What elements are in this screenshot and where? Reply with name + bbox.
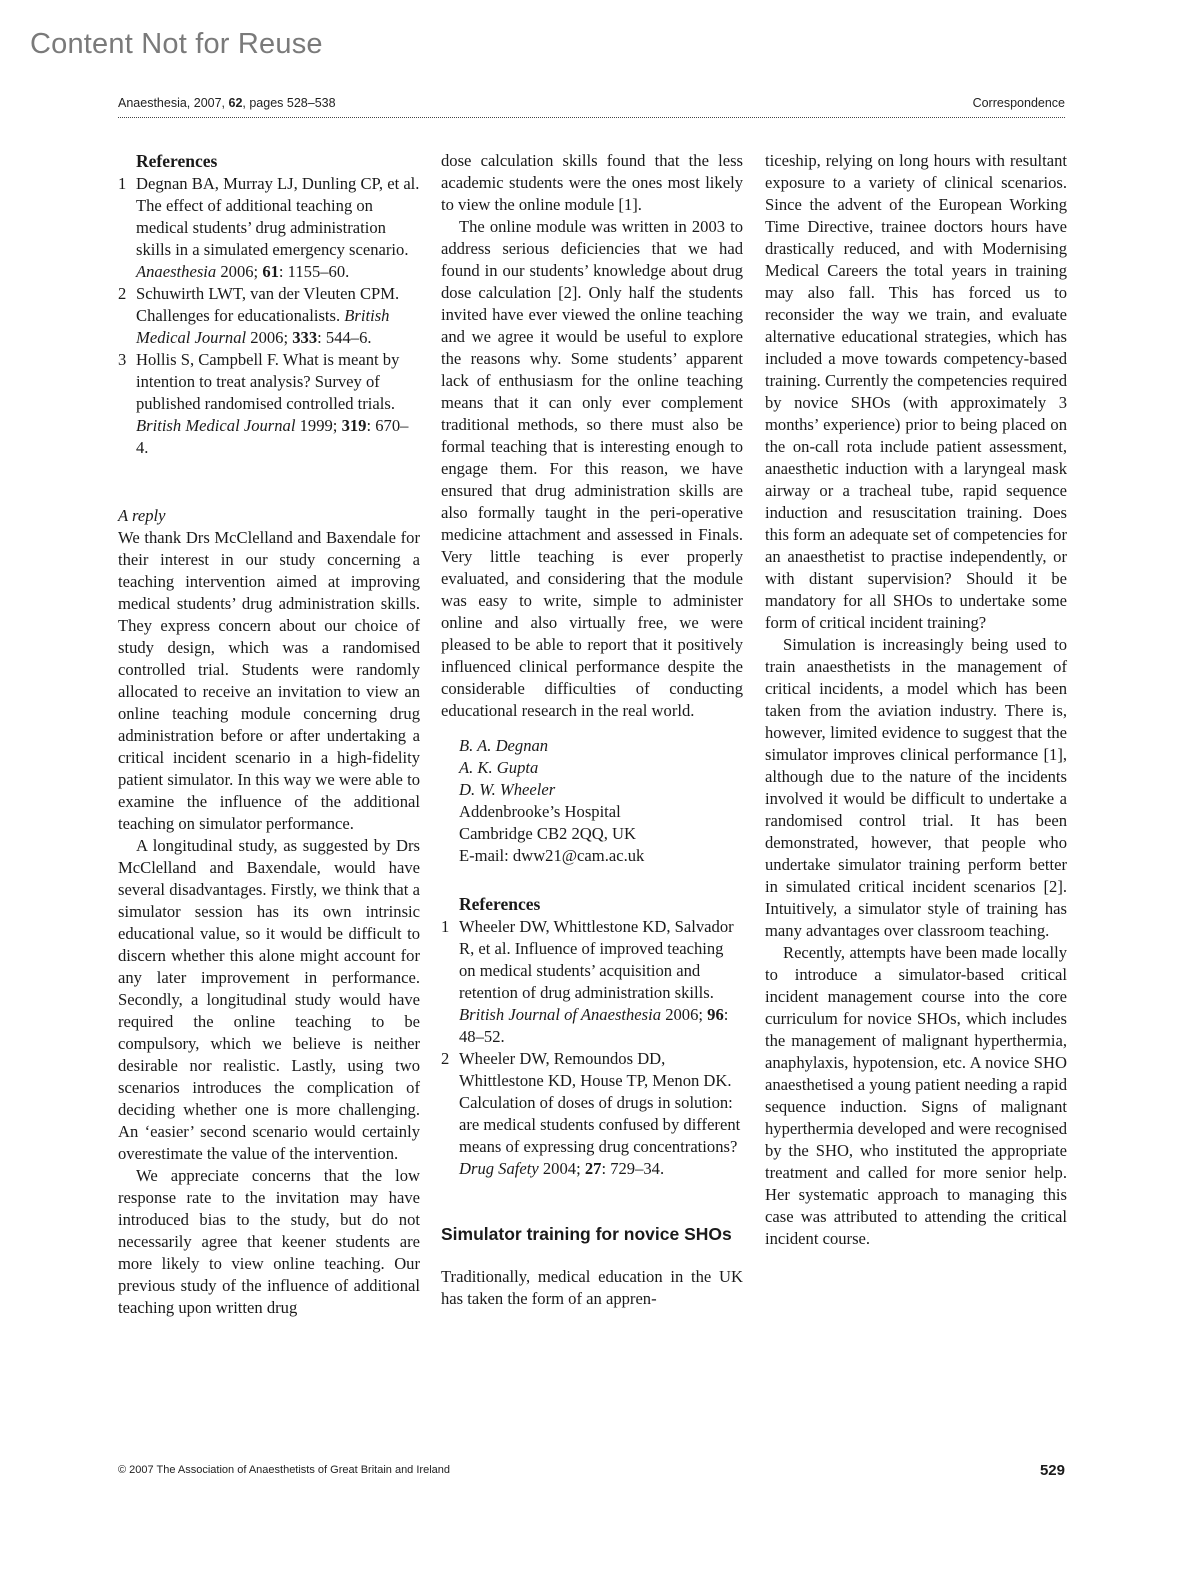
reference-pages: : 544–6.: [317, 328, 372, 347]
reference-number: 1: [441, 917, 450, 936]
body-paragraph: We appreciate concerns that the low response rate to the invitation may have introduced bias to the study, but do not necessarily agree that keener students are more likely to view online teaching. Our previous study of the influence of additional teaching upon written drug: [118, 1166, 420, 1317]
references-heading: References: [136, 151, 218, 171]
reference-item: [441, 916, 743, 1048]
copyright-notice: © 2007 The Association of Anaesthetists of Great Britain and Ireland: [118, 1464, 450, 1476]
reference-journal: Drug Safety: [459, 1159, 539, 1178]
reference-item: [118, 349, 420, 459]
affiliation-line: Addenbrooke’s Hospital: [459, 802, 621, 821]
header-dotted-rule: [118, 117, 1065, 118]
running-head: [118, 94, 1065, 116]
reference-journal: British Medical Journal: [136, 416, 296, 435]
reference-volume: 61: [262, 262, 279, 281]
column-1: [118, 150, 420, 1319]
column-3: [765, 150, 1067, 1250]
reference-list: [118, 173, 420, 459]
reference-text: Wheeler DW, Whittlestone KD, Salvador R, et al. Influence of improved teaching on medical students’ acquisition and retention of drug administration skills.: [459, 917, 734, 1002]
reference-volume: 27: [584, 1159, 602, 1178]
body-paragraph: ticeship, relying on long hours with resultant exposure to a variety of clinical scenarios. Since the advent of the European Working Time Directive, trainee doctors hours have drastically reduced, and with Modernising Medical Careers the total years in training may also fall. This has forced us to reconsider the way we train, and evaluate alternative educational strategies, which has included a move towards competency-based training. Currently the competencies required by novice SHOs (with approximately 3 months’ experience) prior to being placed on the on-call rota include patient assessment, anaesthetic induction with a laryngeal mask airway or a tracheal tube, rapid sequence induction and resuscitation training. Does this form an adequate set of competencies for an anaesthetist to practise independently, or with distant supervision? Should it be mandatory for all SHOs to undertake some form of critical incident training?: [765, 151, 1067, 632]
reference-year: 1999;: [295, 416, 342, 435]
body-paragraph: Recently, attempts have been made locally to introduce a simulator-based critical incident management course into the core curriculum for novice SHOs, which includes the management of malignant hyperthermia, anaphylaxis, hypotension, etc. A novice SHO anaesthetised a young patient needing a rapid sequence induction. Signs of malignant hyperthermia developed and were recognised by the SHO, who instituted the appropriate treatment and called for more senior help. Her systematic approach to managing this case was attributed to attending the critical incident course.: [765, 943, 1067, 1248]
reference-item: [441, 1048, 743, 1180]
reference-list: [441, 916, 743, 1180]
reference-volume: 96: [707, 1005, 724, 1024]
reference-year: 2004;: [538, 1159, 585, 1178]
author-name: B. A. Degnan: [459, 736, 549, 755]
reference-year: 2006;: [216, 262, 263, 281]
reference-pages: : 1155–60.: [278, 262, 350, 281]
reference-number: 1: [118, 174, 127, 193]
reference-journal: British Journal of Anaesthesia: [459, 1005, 662, 1024]
reference-number: 2: [441, 1049, 450, 1068]
reference-pages: : 670–4.: [136, 416, 409, 457]
body-paragraph: Traditionally, medical education in the UK has taken the form of an appren-: [441, 1267, 743, 1308]
reference-pages: : 729–34.: [601, 1159, 665, 1178]
body-paragraph: A longitudinal study, as suggested by Drs McClelland and Baxendale, would have several disadvantages. Firstly, we think that a simulator session has its own intrinsic educational value, so it would be difficult to discern whether this alone might account for any later improvement in performance. Secondly, a longitudinal study would have required the online teaching to be compulsory, which we believe is neither desirable nor realistic. Lastly, using two scenarios introduces the complication of deciding whether one is more challenging. An ‘easier’ second scenario would certainly overestimate the value of the intervention.: [118, 836, 420, 1163]
reference-text: Wheeler DW, Remoundos DD, Whittlestone KD, House TP, Menon DK. Calculation of doses of drugs in solution: are medical students confused by different means of expressing drug concentrations?: [459, 1049, 741, 1156]
body-paragraph: dose calculation skills found that the less academic students were the ones most likely to view the online module [1].: [441, 151, 743, 214]
journal-pages: , pages 528–538: [242, 96, 336, 110]
reference-year: 2006;: [246, 328, 293, 347]
journal-citation: [118, 96, 336, 110]
reference-item: [118, 283, 420, 349]
reference-text: Hollis S, Campbell F. What is meant by intention to treat analysis? Survey of published randomised controlled trials.: [136, 350, 400, 413]
body-paragraph: Simulation is increasingly being used to train anaesthetists in the management of critical incidents, a model which has been taken from the aviation industry. There is, however, limited evidence to suggest that the simulator improves clinical performance [1], although due to the nature of the incidents involved it would be difficult to undertake a randomised control trial. It has been demonstrated, however, that people who undertake simulator training perform better in simulated critical incident scenarios [2]. Intuitively, a simulator style of training has many advantages over classroom teaching.: [765, 635, 1067, 940]
section-heading: Simulator training for novice SHOs: [441, 1224, 732, 1244]
reference-text: Degnan BA, Murray LJ, Dunling CP, et al. The effect of additional teaching on medical students’ drug administration skills in a simulated emergency scenario.: [136, 174, 420, 259]
column-2: [441, 150, 743, 1310]
reference-journal: British Medical Journal: [136, 306, 390, 347]
reference-journal: Anaesthesia: [136, 262, 217, 281]
references-heading: References: [459, 894, 541, 914]
journal-volume: 62: [228, 96, 243, 110]
reference-text: Schuwirth LWT, van der Vleuten CPM. Challenges for educationalists.: [136, 284, 400, 325]
reference-item: [118, 173, 420, 283]
affiliation-line: Cambridge CB2 2QQ, UK: [459, 824, 636, 843]
body-paragraph: The online module was written in 2003 to address serious deficiencies that we had found in our students’ knowledge about drug dose calculation [2]. Only half the students invited have ever viewed the online teaching and we agree it would be useful to explore the reasons why. Some students’ apparent lack of enthusiasm for the online teaching means that it can only ever complement traditional methods, so there must also be formal teaching that is interesting enough to engage them. For this reason, we have ensured that drug administration skills are also formally taught in the peri-operative medicine attachment and assessed in Finals. Very little teaching is ever properly evaluated, and considering that the module was easy to write, simple to administer online and also virtually free, we were pleased to be able to report that it positively influenced clinical performance despite the considerable difficulties of conducting educational research in the real world.: [441, 217, 743, 720]
page-number: 529: [1039, 1462, 1065, 1479]
author-name: A. K. Gupta: [459, 758, 539, 777]
reference-number: 3: [118, 350, 127, 369]
reference-volume: 333: [292, 328, 318, 347]
reference-year: 2006;: [661, 1005, 708, 1024]
watermark-text: Content Not for Reuse: [30, 28, 323, 60]
journal-name-year: Anaesthesia, 2007,: [118, 96, 229, 110]
reference-volume: 319: [341, 416, 367, 435]
reference-pages: : 48–52.: [459, 1005, 729, 1046]
email-line: E-mail: dww21@cam.ac.uk: [459, 846, 645, 865]
author-name: D. W. Wheeler: [459, 780, 556, 799]
reply-heading: A reply: [118, 506, 166, 525]
body-paragraph: We thank Drs McClelland and Baxendale for their interest in our study concerning a teaching intervention aimed at improving medical students’ drug administration skills. They express concern about our choice of study design, which was a randomised controlled trial. Students were randomly allocated to receive an invitation to view an online teaching module concerning drug administration before or after undertaking a critical incident scenario in a high-fidelity patient simulator. In this way we were able to examine the influence of the additional teaching on simulator performance.: [118, 528, 420, 833]
reference-number: 2: [118, 284, 127, 303]
author-signature: [441, 735, 743, 867]
section-label: Correspondence: [972, 96, 1065, 110]
